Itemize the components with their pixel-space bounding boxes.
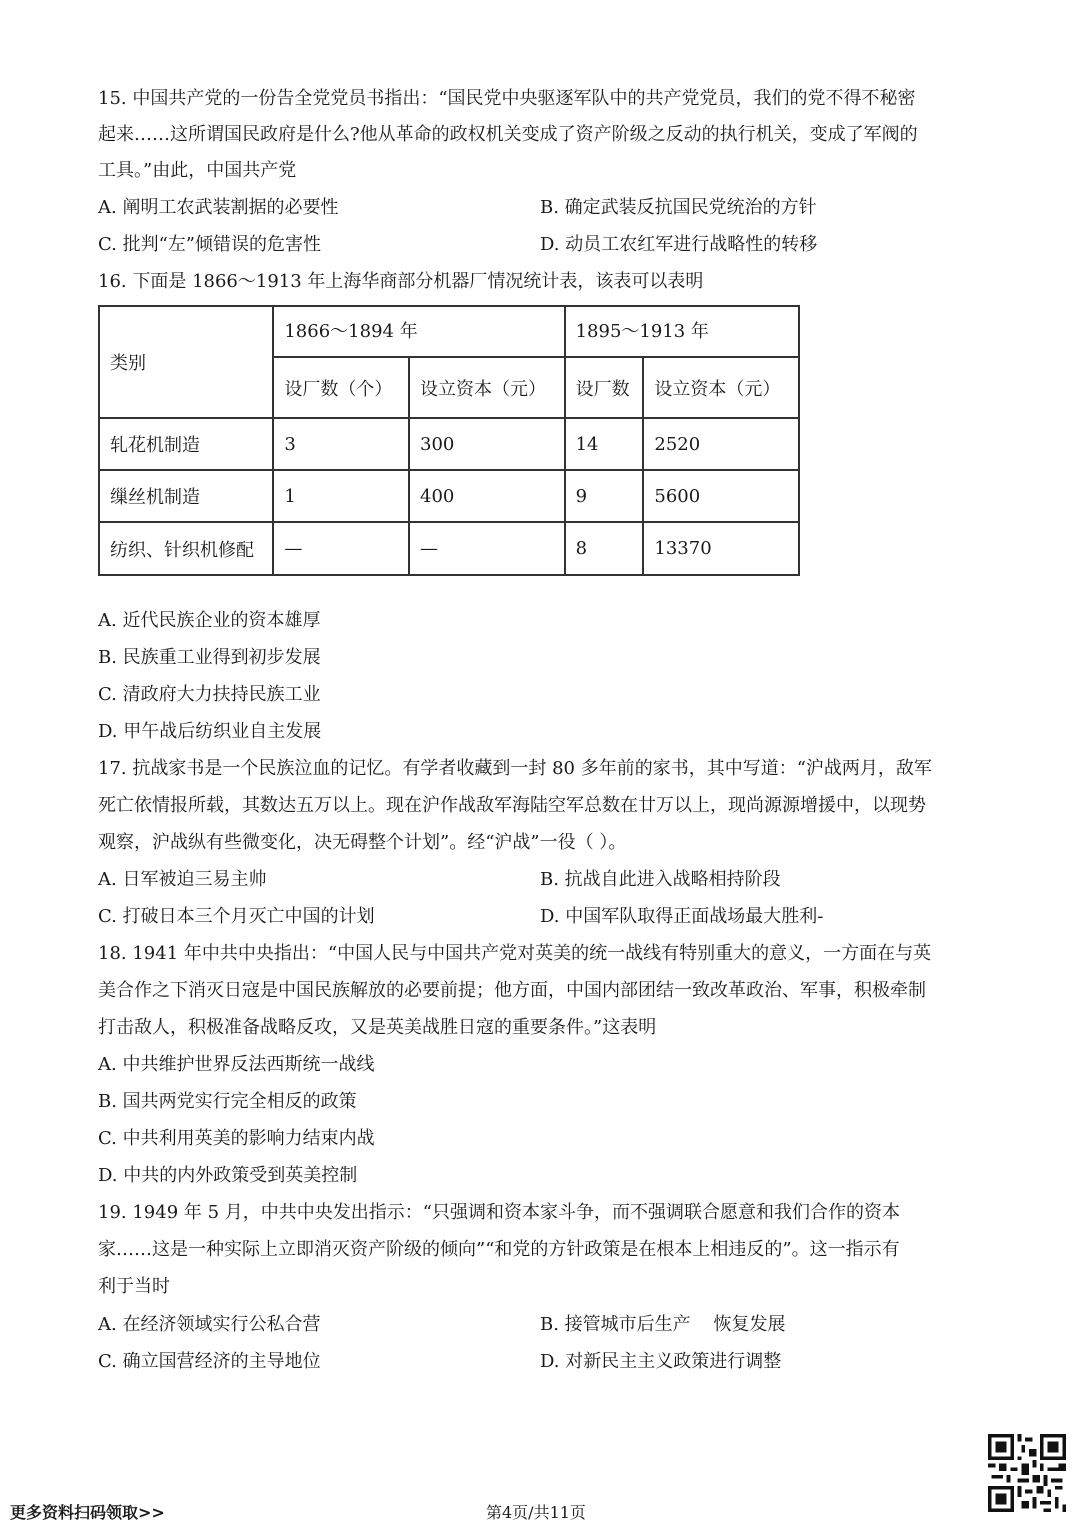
- table-cell: 13370: [643, 522, 799, 575]
- q15-option-a: A. 阐明工农武装割据的必要性: [98, 197, 339, 218]
- q15-option-d: D. 动员工农红军进行战略性的转移: [540, 234, 818, 255]
- q16-option-a: A. 近代民族企业的资本雄厚: [98, 610, 321, 631]
- q15-stem-line-1: 15. 中国共产党的一份告全党党员书指出：“国民党中央驱逐军队中的共产党党员，我们的党不得不秘密: [98, 88, 916, 109]
- q16-stem-line-1: 16. 下面是 1866～1913 年上海华商部分机器厂情况统计表，该表可以表明: [98, 271, 704, 292]
- q17-option-d: D. 中国军队取得正面战场最大胜利-: [540, 906, 824, 927]
- table-row: [99, 418, 799, 470]
- footer-more-resources-link[interactable]: 更多资料扫码领取>>: [10, 1503, 165, 1522]
- table-row: [99, 522, 799, 575]
- q16-option-d: D. 甲午战后纺织业自主发展: [98, 721, 322, 742]
- table-cell: 8: [565, 522, 644, 575]
- table-cell: 9: [565, 470, 644, 522]
- table-cell: —: [409, 522, 565, 575]
- table-cell-category: 缫丝机制造: [99, 470, 273, 522]
- table-subheader: 设立资本（元）: [409, 357, 565, 418]
- table-header-period-1895-1913: 1895～1913 年: [565, 306, 799, 357]
- q17-stem-line-3: 观察，沪战纵有些微变化，决无碍整个计划”。经“沪战”一役（ ）。: [98, 832, 627, 853]
- q17-stem-line-1: 17. 抗战家书是一个民族泣血的记忆。有学者收藏到一封 80 多年前的家书，其中写道：“沪战两月，敌军: [98, 758, 932, 779]
- q16-option-c: C. 清政府大力扶持民族工业: [98, 684, 321, 705]
- table-header-category: 类别: [99, 306, 273, 418]
- q19-option-b: B. 接管城市后生产 恢复发展: [540, 1314, 786, 1335]
- table-subheader: 设立资本（元）: [643, 357, 799, 418]
- q17-option-a: A. 日军被迫三易主帅: [98, 869, 267, 890]
- table-cell: —: [273, 522, 409, 575]
- q16-option-b: B. 民族重工业得到初步发展: [98, 647, 321, 668]
- table-cell: 400: [409, 470, 565, 522]
- q18-option-d: D. 中共的内外政策受到英美控制: [98, 1165, 358, 1186]
- table-cell-category: 纺织、针织机修配: [99, 522, 273, 575]
- q15-option-b: B. 确定武装反抗国民党统治的方针: [540, 197, 817, 218]
- table-row: [99, 470, 799, 522]
- q19-stem-line-3: 利于当时: [98, 1276, 170, 1297]
- q19-stem-line-1: 19. 1949 年 5 月，中共中央发出指示：“只强调和资本家斗争，而不强调联合愿意和我们合作的资本: [98, 1202, 900, 1223]
- q19-stem-line-2: 家……这是一种实际上立即消灭资产阶级的倾向”“和党的方针政策是在根本上相违反的”。这一指示有: [98, 1239, 900, 1260]
- q18-stem-line-3: 打击敌人，积极准备战略反攻，又是英美战胜日寇的重要条件。”这表明: [98, 1017, 657, 1038]
- table-cell: 1: [273, 470, 409, 522]
- q18-stem-line-1: 18. 1941 年中共中央指出：“中国人民与中国共产党对英美的统一战线有特别重大的意义，一方面在与英: [98, 943, 932, 964]
- table-cell: 3: [273, 418, 409, 470]
- q18-option-a: A. 中共维护世界反法西斯统一战线: [98, 1054, 375, 1075]
- table-header-period-1866-1894: 1866～1894 年: [273, 306, 564, 357]
- q18-option-c: C. 中共利用英美的影响力结束内战: [98, 1128, 375, 1149]
- table-cell: 14: [565, 418, 644, 470]
- q19-option-c: C. 确立国营经济的主导地位: [98, 1351, 321, 1372]
- page-number: 第4页/共11页: [486, 1503, 586, 1522]
- table-subheader: 设厂数: [565, 357, 644, 418]
- table-subheader: 设厂数（个）: [273, 357, 409, 418]
- q17-stem-line-2: 死亡依情报所载，其数达五万以上。现在沪作战敌军海陆空军总数在廿万以上，现尚源源增援中，以现势: [98, 795, 926, 816]
- q18-stem-line-2: 美合作之下消灭日寇是中国民族解放的必要前提；他方面，中国内部团结一致改革政治、军事，积极牵制: [98, 980, 926, 1001]
- table-cell: 300: [409, 418, 565, 470]
- q17-option-b: B. 抗战自此进入战略相持阶段: [540, 869, 781, 890]
- q15-stem-line-3: 工具。”由此，中国共产党: [98, 160, 297, 181]
- machine-factory-stats-table: [98, 305, 800, 576]
- q18-option-b: B. 国共两党实行完全相反的政策: [98, 1091, 357, 1112]
- table-cell: 5600: [643, 470, 799, 522]
- q15-option-c: C. 批判“左”倾错误的危害性: [98, 234, 321, 255]
- q19-option-a: A. 在经济领域实行公私合营: [98, 1314, 321, 1335]
- q19-option-d: D. 对新民主主义政策进行调整: [540, 1351, 782, 1372]
- table-cell-category: 轧花机制造: [99, 418, 273, 470]
- qr-code-icon[interactable]: [988, 1434, 1066, 1512]
- q15-stem-line-2: 起来……这所谓国民政府是什么?他从革命的政权机关变成了资产阶级之反动的执行机关，变成了军阀的: [98, 124, 918, 145]
- table-cell: 2520: [643, 418, 799, 470]
- q17-option-c: C. 打破日本三个月灭亡中国的计划: [98, 906, 375, 927]
